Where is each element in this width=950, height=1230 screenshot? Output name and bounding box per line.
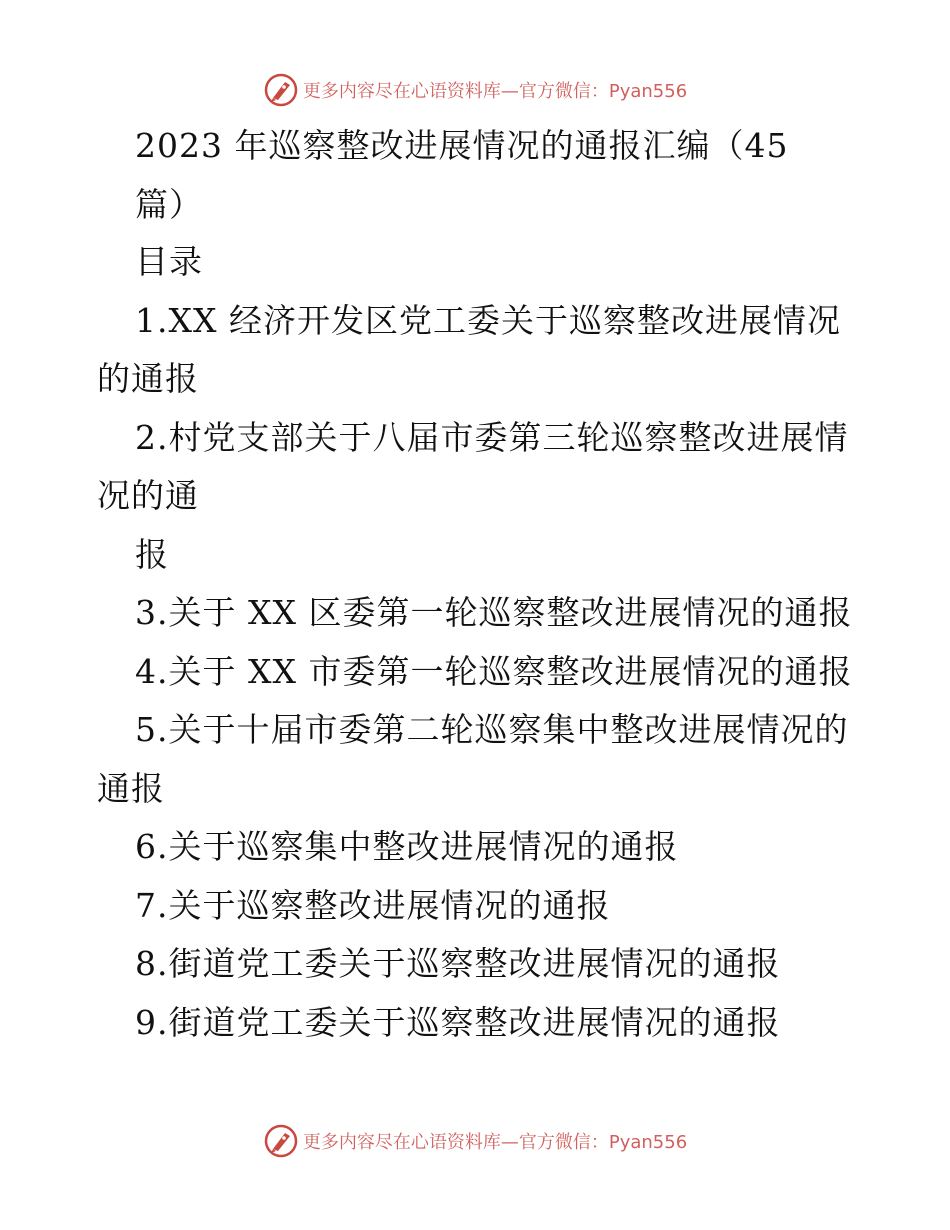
header-banner [0, 70, 950, 110]
document-title-line-2: 篇） [135, 185, 203, 224]
toc-item: 9.街道党工委关于巡察整改进展情况的通报 [135, 1003, 781, 1042]
pen-nib-logo-icon [263, 72, 299, 108]
toc-item-continuation: 况的通 [97, 476, 199, 515]
banner-text: 更多内容尽在心语资料库—官方微信：Pyan556 [302, 81, 688, 102]
document-title-line-1: 2023 年巡察整改进展情况的通报汇编（45 [135, 126, 789, 165]
toc-item: 8.街道党工委关于巡察整改进展情况的通报 [135, 944, 781, 983]
toc-item: 6.关于巡察集中整改进展情况的通报 [135, 827, 679, 866]
toc-item-continuation: 的通报 [97, 359, 199, 398]
toc-item: 1.XX 经济开发区党工委关于巡察整改进展情况 [135, 301, 841, 340]
pen-nib-logo-icon [263, 1123, 299, 1159]
toc-item: 7.关于巡察整改进展情况的通报 [135, 886, 611, 925]
toc-item: 3.关于 XX 区委第一轮巡察整改进展情况的通报 [135, 593, 853, 632]
banner-text: 更多内容尽在心语资料库—官方微信：Pyan556 [302, 1132, 688, 1153]
toc-item-continuation: 报 [135, 535, 169, 574]
footer-banner [0, 1121, 950, 1161]
toc-item: 5.关于十届市委第二轮巡察集中整改进展情况的 [135, 710, 849, 749]
toc-item: 2.村党支部关于八届市委第三轮巡察整改进展情 [135, 418, 849, 457]
toc-item: 4.关于 XX 市委第一轮巡察整改进展情况的通报 [135, 652, 853, 691]
toc-item-continuation: 通报 [97, 769, 165, 808]
toc-heading: 目录 [135, 242, 203, 281]
